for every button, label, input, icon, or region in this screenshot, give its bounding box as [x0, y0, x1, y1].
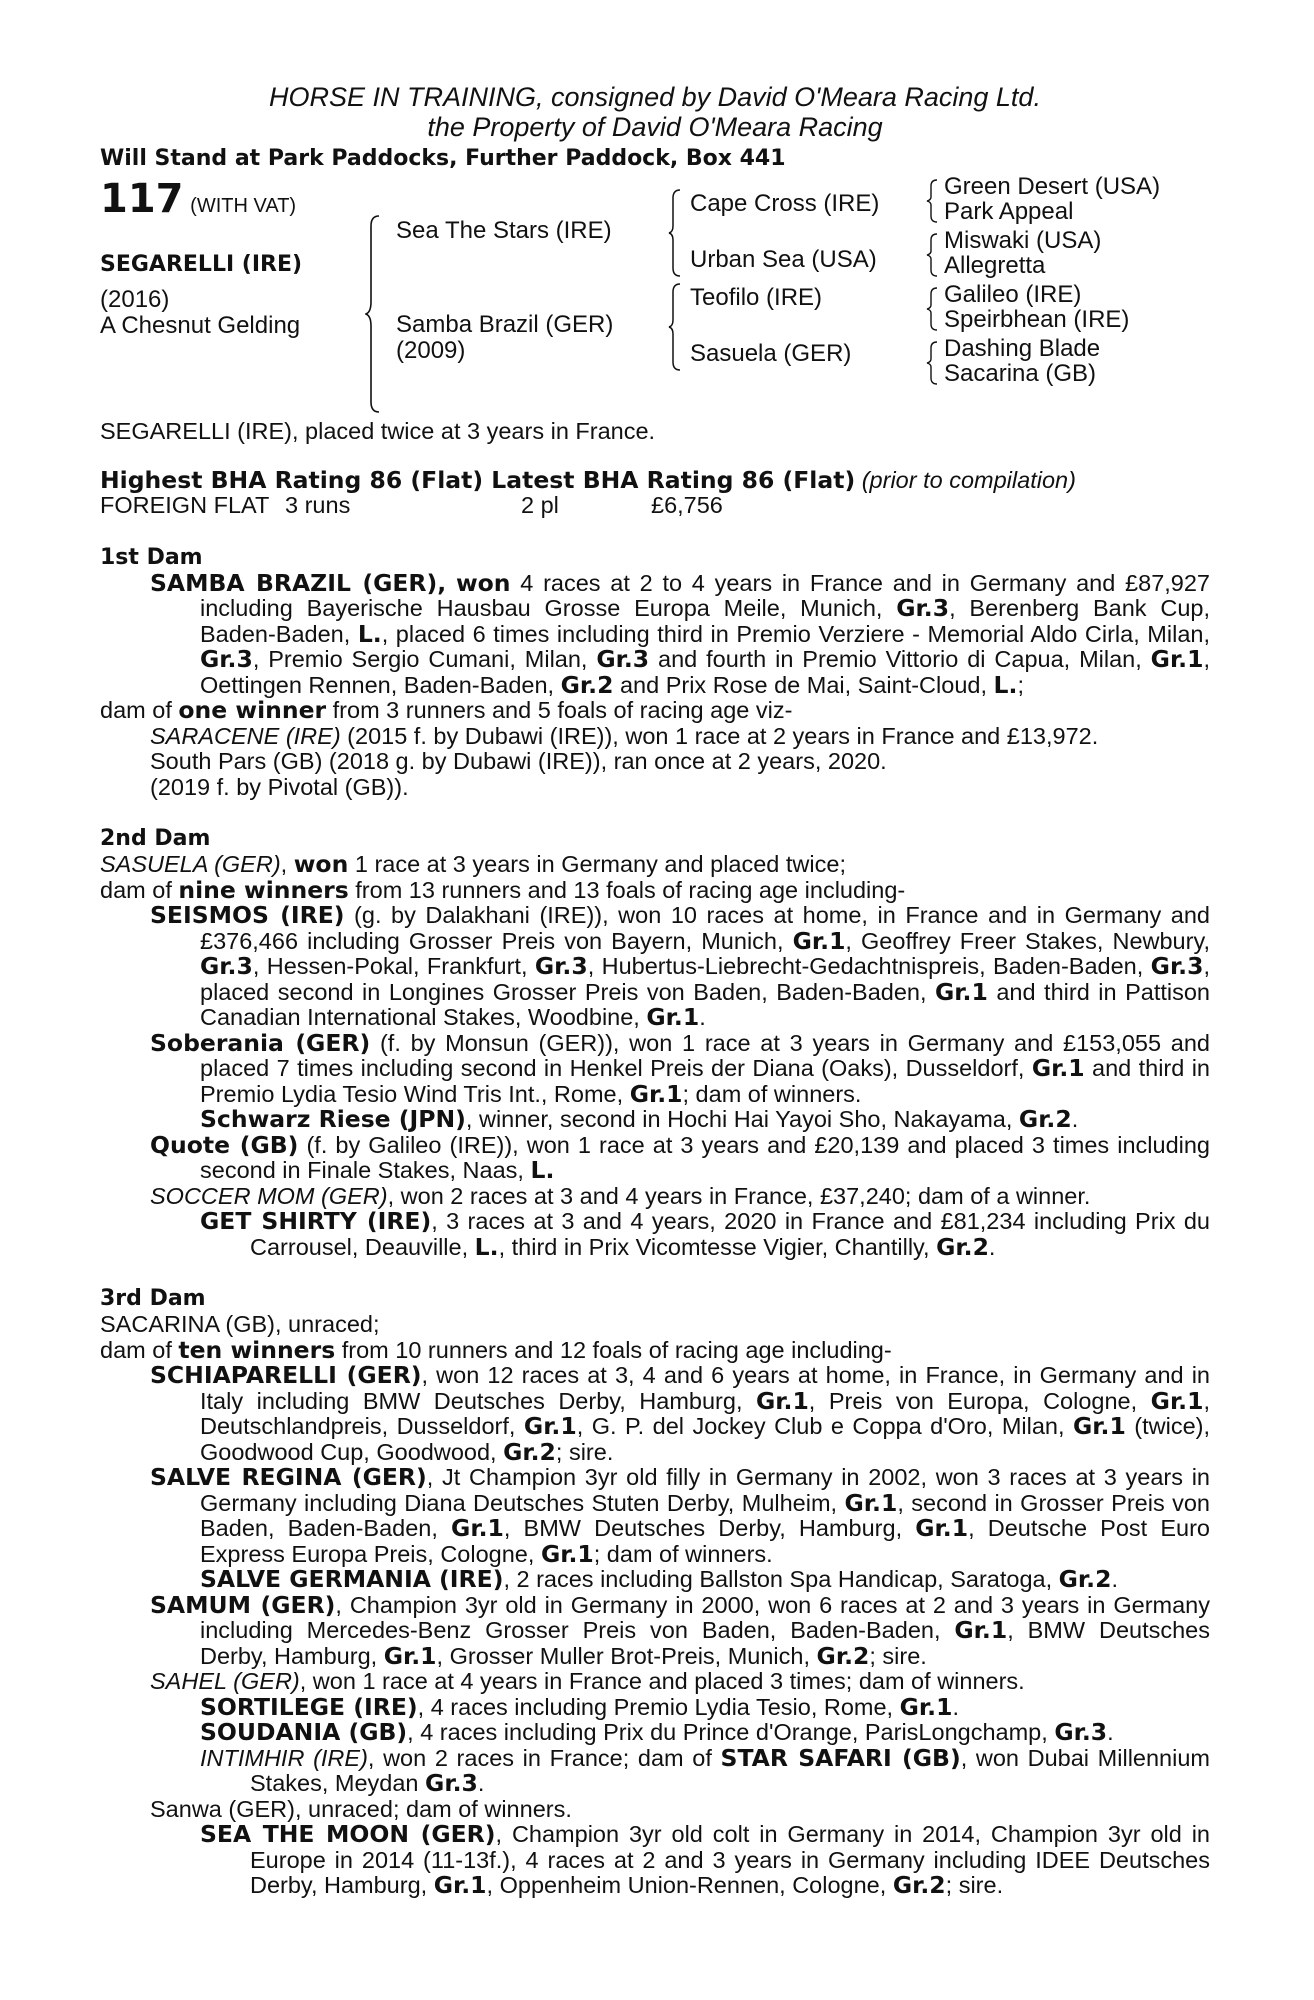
gen3-dsd: Speirbhean (IRE): [944, 306, 1130, 333]
record-label: FOREIGN FLAT: [100, 492, 270, 518]
third-dam-record: SACARINA (GB), unraced;: [100, 1311, 380, 1337]
second-dam-record: SASUELA (GER), won 1 race at 3 years in Germany and placed twice;: [100, 850, 846, 878]
gen3-sss: Green Desert (USA): [944, 173, 1161, 200]
progeny-entry: SALVE REGINA (GER), Jt Champion 3yr old filly in Germany in 2002, won 3 races at 3 years in Germany including Diana Deutsches Stuten Derby, Mulheim, Gr.1, second in Grosser Preis von Baden, Baden-Baden, Gr.1, BMW Deutsches Derby, Hamburg, Gr.1, Deutsche Post Euro Express Europa Preis, Cologne, Gr.1; dam of winners.: [150, 1463, 1210, 1568]
horse-description: A Chesnut Gelding: [100, 312, 301, 339]
progeny-entry: SOUDANIA (GB), 4 races including Prix du Prince d'Orange, ParisLongchamp, Gr.3.: [200, 1718, 1114, 1746]
third-dam-produce: dam of ten winners from 10 runners and 12 foals of racing age including-: [100, 1335, 892, 1364]
produce-item: South Pars (GB) (2018 g. by Dubawi (IRE)), ran once at 2 years, 2020.: [150, 748, 887, 774]
summary-line: SEGARELLI (IRE), placed twice at 3 years in France.: [100, 418, 656, 444]
progeny-entry: SAHEL (GER), won 1 race at 4 years in France and placed 3 times; dam of winners.: [150, 1668, 1025, 1694]
lot-number-line: [100, 176, 296, 222]
progeny-entry: SALVE GERMANIA (IRE), 2 races including Ballston Spa Handicap, Saratoga, Gr.2.: [200, 1565, 1118, 1593]
gen3-brace-2: [926, 232, 940, 278]
lot-number: 117: [100, 176, 184, 222]
catalogue-page: [100, 82, 1210, 1899]
first-dam-heading: 1st Dam: [100, 544, 203, 570]
dam-year: (2009): [396, 337, 466, 364]
third-dam-heading: 3rd Dam: [100, 1286, 206, 1311]
sire-dam: Urban Sea (USA): [690, 246, 877, 273]
property-line: the Property of David O'Meara Racing: [427, 112, 883, 142]
progeny-entry: SCHIAPARELLI (GER), won 12 races at 3, 4 and 6 years at home, in France, in Germany and in Italy including BMW Deutsches Derby, Hamburg, Gr.1, Preis von Europa, Cologne, Gr.1, Deutschlandpreis, Dusseldorf, Gr.1, G. P. del Jockey Club e Coppa d'Oro, Milan, Gr.1 (twice), Goodwood Cup, Goodwood, Gr.2; sire.: [150, 1361, 1211, 1466]
dam-dam: Sasuela (GER): [690, 340, 852, 367]
dam: Samba Brazil (GER): [396, 311, 614, 338]
progeny-entry: GET SHIRTY (IRE), 3 races at 3 and 4 years, 2020 in France and £81,234 including Prix du Carrousel, Deauville, L., third in Prix Vicomtesse Vigier, Chantilly, Gr.2.: [200, 1207, 1210, 1261]
race-record: [100, 493, 1210, 519]
gen3-brace-1: [926, 178, 940, 224]
gen3-sds: Miswaki (USA): [944, 227, 1102, 254]
first-dam-produce: dam of one winner from 3 runners and 5 foals of racing age viz-: [100, 696, 793, 724]
record-earnings: £6,756: [651, 492, 723, 518]
rating-text: Highest BHA Rating 86 (Flat) Latest BHA Rating 86 (Flat): [100, 465, 856, 494]
produce-item: (2019 f. by Pivotal (GB)).: [150, 773, 409, 800]
gen3-ddd: Sacarina (GB): [944, 360, 1097, 387]
sire-brace: [668, 188, 684, 278]
dam-brace: [668, 282, 684, 372]
progeny-entry: SEA THE MOON (GER), Champion 3yr old colt in Germany in 2014, Champion 3yr old in Europe in 2014 (11-13f.), 4 races at 2 and 3 years in Germany including IDEE Deutsches Derby, Hamburg, Gr.1, Oppenheim Union-Rennen, Cologne, Gr.2; sire.: [200, 1820, 1210, 1899]
first-dam-record: SAMBA BRAZIL (GER), won 4 races at 2 to 4 years in France and in Germany and £87,927 including Bayerische Hausbau Grosse Europa Meile, Munich, Gr.3, Berenberg Bank Cup, Baden-Baden, L., placed 6 times including third in Premio Verziere - Memorial Aldo Cirla, Milan, Gr.3, Premio Sergio Cumani, Milan, Gr.3 and fourth in Premio Vittorio di Capua, Milan, Gr.1, Oettingen Rennen, Baden-Baden, Gr.2 and Prix Rose de Mai, Saint-Cloud, L.;: [150, 568, 1210, 699]
vat-note: (WITH VAT): [190, 195, 297, 217]
gen3-brace-4: [926, 340, 940, 386]
progeny-entry: INTIMHIR (IRE), won 2 races in France; dam of STAR SAFARI (GB), won Dubai Millennium Stakes, Meydan Gr.3.: [200, 1743, 1210, 1797]
progeny-entry: SORTILEGE (IRE), 4 races including Premio Lydia Tesio, Rome, Gr.1.: [200, 1692, 959, 1721]
progeny-entry: Sanwa (GER), unraced; dam of winners.: [150, 1795, 572, 1822]
progeny-entry: Schwarz Riese (JPN), winner, second in Hochi Hai Yayoi Sho, Nakayama, Gr.2.: [200, 1105, 1079, 1133]
foaling-year: (2016): [100, 286, 170, 313]
consignor-line: HORSE IN TRAINING, consigned by David O'Meara Racing Ltd.: [269, 82, 1041, 112]
dam-sire: Teofilo (IRE): [690, 284, 823, 311]
sire-sire: Cape Cross (IRE): [690, 190, 880, 217]
rating-note: (prior to compilation): [861, 466, 1076, 493]
pedigree-table: [100, 174, 1210, 419]
second-dam-produce: dam of nine winners from 13 runners and 13 foals of racing age including-: [100, 875, 906, 904]
main-brace: [365, 214, 385, 414]
stand-location: Will Stand at Park Paddocks, Further Paddock, Box 441: [100, 146, 786, 171]
horse-name: SEGARELLI (IRE): [100, 252, 303, 277]
produce-item: SARACENE (IRE) (2015 f. by Dubawi (IRE)), won 1 race at 2 years in France and £13,972.: [150, 722, 1099, 749]
gen3-ssd: Park Appeal: [944, 198, 1074, 225]
gen3-brace-3: [926, 286, 940, 332]
gen3-sdd: Allegretta: [944, 252, 1046, 279]
progeny-entry: SEISMOS (IRE) (g. by Dalakhani (IRE)), won 10 races at home, in France and in Germany and £376,466 including Grosser Preis von Bayern, Munich, Gr.1, Geoffrey Freer Stakes, Newbury, Gr.3, Hessen-Pokal, Frankfurt, Gr.3, Hubertus-Liebrecht-Gedachtnispreis, Baden-Baden, Gr.3, placed second in Longines Grosser Preis von Baden, Baden-Baden, Gr.1 and third in Pattison Canadian International Stakes, Woodbine, Gr.1.: [150, 901, 1210, 1031]
rating-line: [100, 465, 1210, 494]
record-placed: 2 pl: [521, 492, 559, 518]
gen3-dss: Galileo (IRE): [944, 281, 1082, 308]
second-dam-heading: 2nd Dam: [100, 826, 211, 851]
progeny-entry: Soberania (GER) (f. by Monsun (GER)), won 1 race at 3 years in Germany and £153,055 and placed 7 times including second in Henkel Preis der Diana (Oaks), Dusseldorf, Gr.1 and third in Premio Lydia Tesio Wind Tris Int., Rome, Gr.1; dam of winners.: [150, 1028, 1210, 1108]
progeny-entry: SAMUM (GER), Champion 3yr old in Germany in 2000, won 6 races at 2 and 3 years in Germany including Mercedes-Benz Grosser Preis von Baden, Baden-Baden, Gr.1, BMW Deutsches Derby, Hamburg, Gr.1, Grosser Muller Brot-Preis, Munich, Gr.2; sire.: [150, 1590, 1210, 1670]
gen3-dds: Dashing Blade: [944, 335, 1101, 362]
record-runs: 3 runs: [285, 492, 351, 518]
progeny-entry: SOCCER MOM (GER), won 2 races at 3 and 4 years in France, £37,240; dam of a winner.: [150, 1182, 1091, 1209]
sire: Sea The Stars (IRE): [396, 217, 612, 244]
progeny-entry: Quote (GB) (f. by Galileo (IRE)), won 1 race at 3 years and £20,139 and placed 3 times including second in Finale Stakes, Naas, L.: [150, 1130, 1210, 1184]
